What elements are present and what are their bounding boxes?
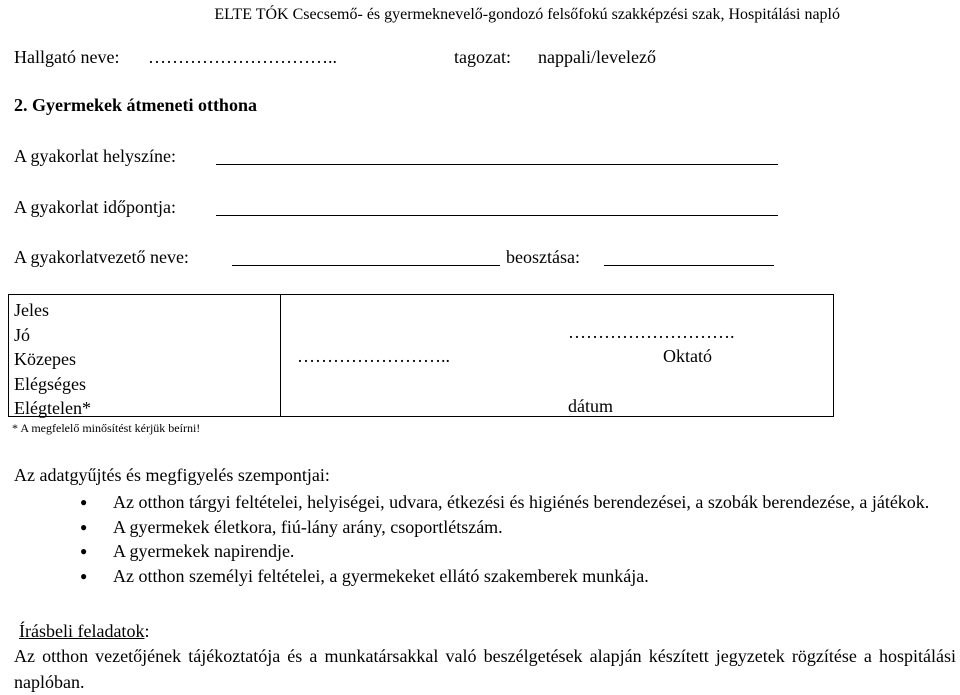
section-value: nappali/levelező: [538, 47, 656, 67]
location-field[interactable]: [216, 164, 778, 165]
supervisor-label: A gyakorlatvezető neve:: [14, 247, 189, 267]
supervisor-field[interactable]: [232, 265, 500, 266]
task-text: Az otthon vezetőjének tájékoztatója és a munkatársakkal való beszélgetések alapján készített jegyzetek rögzítése a hospitálási naplóban.: [14, 646, 956, 692]
date-field[interactable]: [216, 215, 778, 216]
date-label: A gyakorlat időpontja:: [14, 197, 176, 217]
list-item: ● Az otthon személyi feltételei, a gyermekeket ellátó szakemberek munkája.: [80, 564, 960, 589]
grade-option-kozepes: Közepes: [14, 349, 76, 370]
task-label: Írásbeli feladatok: [19, 621, 145, 641]
list-item: ● A gyermekek életkora, fiú-lány arány, csoportlétszám.: [80, 515, 960, 540]
criteria-list: [80, 490, 960, 588]
grade-option-jeles: Jeles: [14, 300, 49, 320]
grade-option-jo: Jó: [14, 324, 31, 345]
task-heading: [19, 621, 149, 642]
student-name-dots[interactable]: …………………………..: [148, 47, 337, 67]
location-label: A gyakorlat helyszíne:: [14, 146, 176, 166]
list-item: ● A gyermekek napirendje.: [80, 539, 960, 564]
document-header: ELTE TÓK Csecsemő- és gyermeknevelő-gondozó felsőfokú szakképzési szak, Hospitálási napló: [214, 6, 840, 23]
instructor-label: Oktató: [663, 346, 712, 366]
grade-option-elegtelen: Elégtelen*: [14, 398, 91, 419]
list-item: ● Az otthon tárgyi feltételei, helyiségei, udvara, étkezési és higiénés berendezései, a szobák berendezése, a játékok.: [80, 490, 960, 515]
grading-note: * A megfelelő minősítést kérjük beírni!: [12, 421, 201, 435]
date-signature-label: dátum: [568, 396, 613, 416]
grade-option-elegseges: Elégséges: [14, 373, 86, 394]
grade-signature-dots[interactable]: ……………………..: [297, 346, 450, 366]
grade-options: [14, 298, 91, 421]
task-colon: :: [144, 621, 150, 641]
student-name-label: Hallgató neve:: [14, 47, 120, 67]
section-title: 2. Gyermekek átmeneti otthona: [14, 95, 257, 115]
position-field[interactable]: [604, 265, 774, 266]
grading-divider: [280, 294, 281, 417]
instructor-dots[interactable]: ……………………….: [568, 322, 735, 342]
criteria-title: Az adatgyűjtés és megfigyelés szempontjai:: [14, 465, 330, 485]
section-label: tagozat:: [454, 47, 511, 67]
position-label: beosztása:: [506, 247, 580, 267]
